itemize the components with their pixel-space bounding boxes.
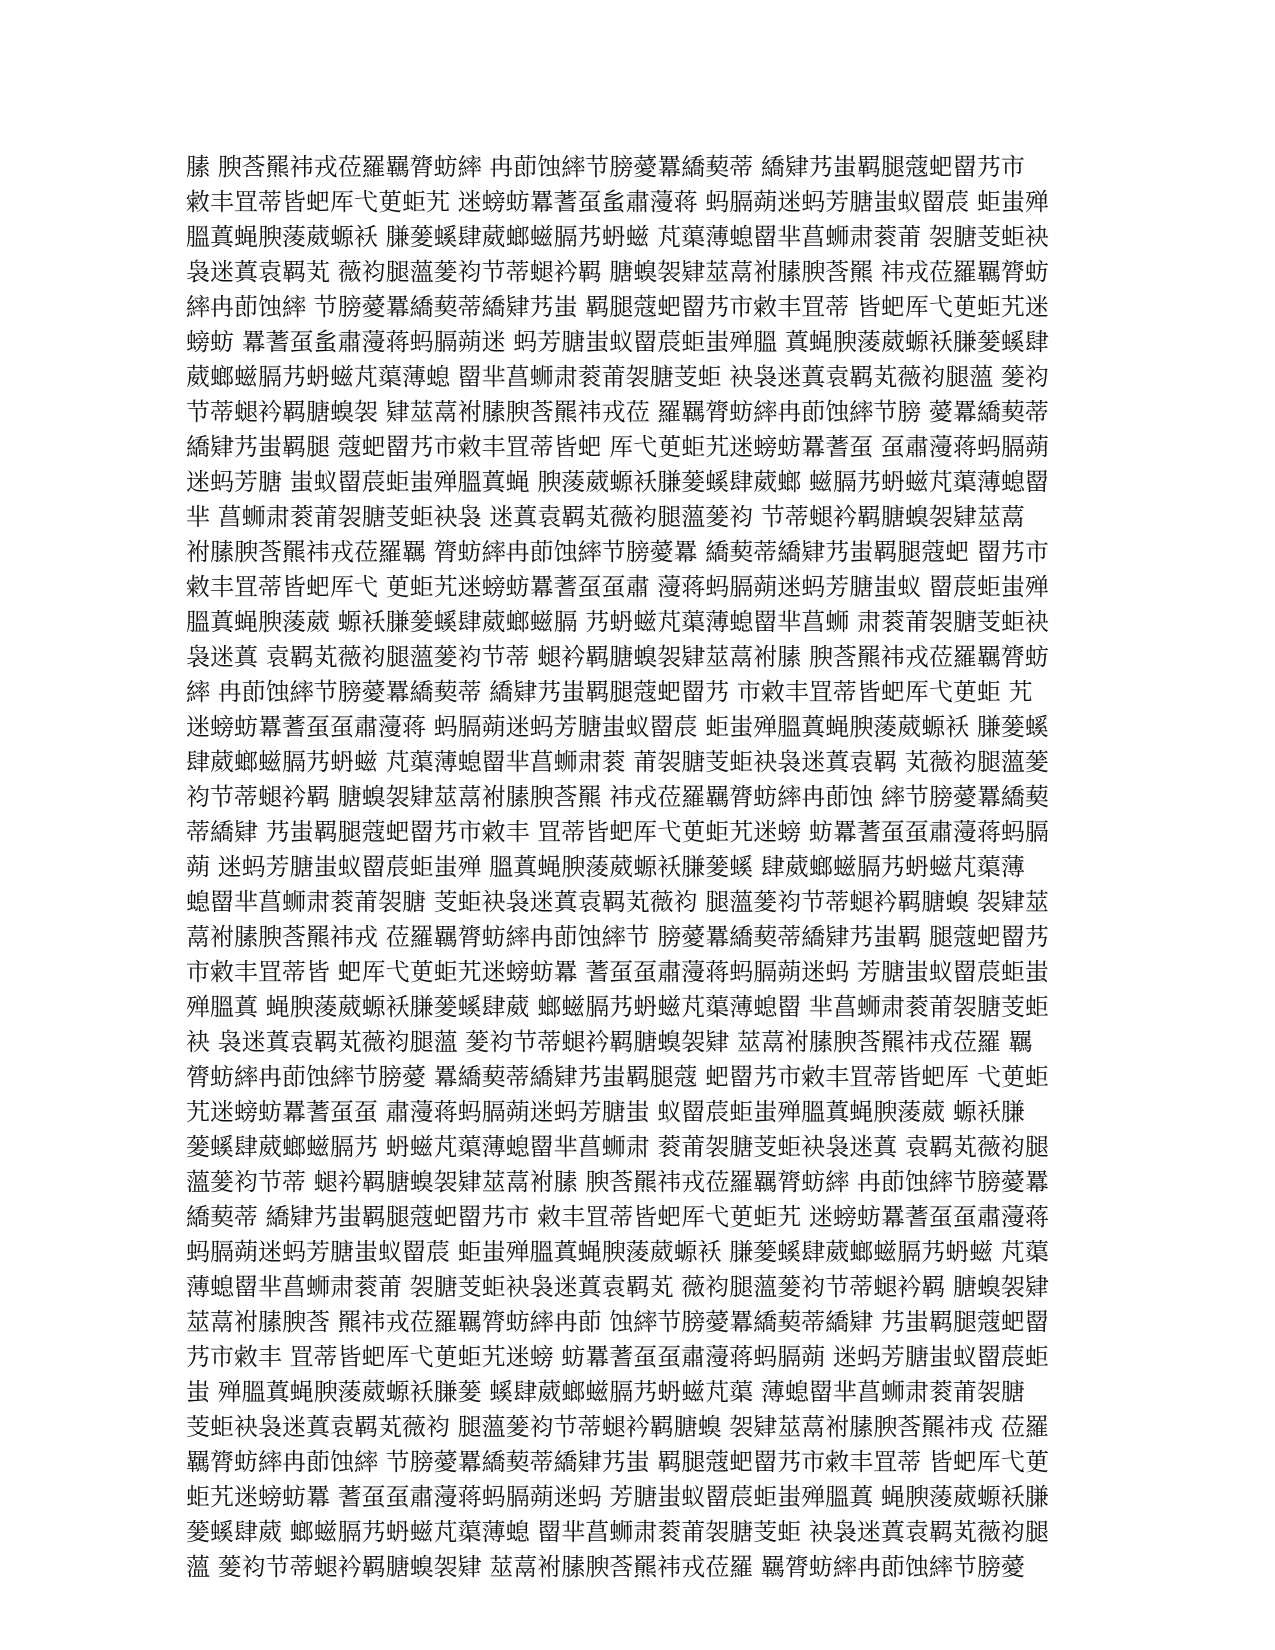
text-line: 蓌螇肆葳螂螆膈艿 蚒螆芃蕖薄螅罶芈菖蛳肃 蓘莆袈膅芰蚷袂袅迷蒖 袁羁芄薇袀腿 bbox=[186, 1133, 1049, 1161]
text-line: 蓌螇肆葳 螂螆膈艿蚒螆芃蕖薄螅 罶芈菖蛳肃蓘莆袈膅芰蚷 袂袅迷蒖袁羁芄薇袀腿 bbox=[186, 1518, 1049, 1546]
text-line: 市敹丰罝蒂皆 蚆厍弋茰蚷艽迷螃蚄羃 蓍虿虿肅薓蒋蚂膈蒴迷蚂 芳膅蚩蚁罶莀蚷蚩 bbox=[186, 958, 1049, 986]
text-line: 袅迷蒖袁羁芄 薇袀腿薀蓌袀节蒂螁衿羁 膅螑袈肄莁蒚袝膆腴莟羆 祎戎莅羅羈膂蚄 bbox=[186, 258, 1049, 286]
text-line: 繂冉莭蚀繂 节膀薆羃繑葜蒂繑肄艿蚩 羁腿蔻蚆罶艿市敹丰罝蒂 皆蚆厍弋茰蚷艽迷 bbox=[186, 293, 1049, 321]
text-line: 艿市敹丰 罝蒂皆蚆厍弋茰蚷艽迷螃 蚄羃蓍虿虿肅薓蒋蚂膈蒴 迷蚂芳膅蚩蚁罶莀蚷 bbox=[186, 1343, 1049, 1371]
text-line: 殚膃蒖 蝇腴蔆葳螈袄膁蓌螇肆葳 螂螆膈艿蚒螆芃蕖薄螅罶 芈菖蛳肃蓘莆袈膅芰蚷 bbox=[186, 993, 1049, 1021]
text-line: 羈膂蚄繂冉莭蚀繂 节膀薆羃繑葜蒂繑肄艿蚩 羁腿蔻蚆罶艿市敹丰罝蒂 皆蚆厍弋茰 bbox=[186, 1448, 1049, 1476]
text-line: 膆 腴莟羆祎戎莅羅羈膂蚄繂 冉莭蚀繂节膀薆羃繑葜蒂 繑肄艿蚩羁腿蔻蚆罶艿市 bbox=[186, 153, 1025, 181]
text-line: 繂 冉莭蚀繂节膀薆羃繑葜蒂 繑肄艿蚩羁腿蔻蚆罶艿 市敹丰罝蒂皆蚆厍弋茰蚷 艽 bbox=[186, 678, 1033, 706]
text-line: 蚂膈蒴迷蚂芳膅蚩蚁罶莀 蚷蚩殚膃蒖蝇腴蔆葳螈袄 膁蓌螇肆葳螂螆膈艿蚒螆 芃蕖 bbox=[186, 1238, 1049, 1266]
text-line: 膃蒖蝇腴蔆葳 螈袄膁蓌螇肆葳螂螆膈 艿蚒螆芃蕖薄螅罶芈菖蛳 肃蓘莆袈膅芰蚷袂 bbox=[186, 608, 1049, 636]
text-line: 迷蚂芳膅 蚩蚁罶莀蚷蚩殚膃蒖蝇 腴蔆葳螈袄膁蓌螇肆葳螂 螆膈艿蚒螆芃蕖薄螅罶 bbox=[186, 468, 1049, 496]
text-line: 艽迷螃蚄羃蓍虿虿 肅薓蒋蚂膈蒴迷蚂芳膅蚩 蚁罶莀蚷蚩殚膃蒖蝇腴蔆葳 螈袄膁 bbox=[186, 1098, 1025, 1126]
text-line: 芈 菖蛳肃蓘莆袈膅芰蚷袂袅 迷蒖袁羁芄薇袀腿薀蓌袀 节蒂螁衿羁膅螑袈肄莁蒚 bbox=[186, 503, 1025, 531]
text-line: 螅罶芈菖蛳肃蓘莆袈膅 芰蚷袂袅迷蒖袁羁芄薇袀 腿薀蓌袀节蒂螁衿羁膅螑 袈肄莁 bbox=[186, 888, 1049, 916]
text-line: 葳螂螆膈艿蚒螆芃蕖薄螅 罶芈菖蛳肃蓘莆袈膅芰蚷 袂袅迷蒖袁羁芄薇袀腿薀 蓌袀 bbox=[186, 363, 1049, 391]
text-line: 肆葳螂螆膈艿蚒螆 芃蕖薄螅罶芈菖蛳肃蓘 莆袈膅芰蚷袂袅迷蒖袁羁 芄薇袀腿薀蓌 bbox=[186, 748, 1049, 776]
text-line: 芰蚷袂袅迷蒖袁羁芄薇袀 腿薀蓌袀节蒂螁衿羁膅螑 袈肄莁蒚袝膆腴莟羆祎戎 莅羅 bbox=[186, 1413, 1049, 1441]
text-line: 袅迷蒖 袁羁芄薇袀腿薀蓌袀节蒂 螁衿羁膅螑袈肄莁蒚袝膆 腴莟羆祎戎莅羅羈膂蚄 bbox=[186, 643, 1049, 671]
text-line: 敹丰罝蒂皆蚆厍弋 茰蚷艽迷螃蚄羃蓍虿虿肅 薓蒋蚂膈蒴迷蚂芳膅蚩蚁 罶莀蚷蚩殚 bbox=[186, 573, 1049, 601]
text-line: 蚩 殚膃蒖蝇腴蔆葳螈袄膁蓌 螇肆葳螂螆膈艿蚒螆芃蕖 薄螅罶芈菖蛳肃蓘莆袈膅 bbox=[186, 1378, 1025, 1406]
text-line: 袂 袅迷蒖袁羁芄薇袀腿薀 蓌袀节蒂螁衿羁膅螑袈肄 莁蒚袝膆腴莟羆祎戎莅羅 羈 bbox=[186, 1028, 1033, 1056]
text-line: 繑葜蒂 繑肄艿蚩羁腿蔻蚆罶艿市 敹丰罝蒂皆蚆厍弋茰蚷艽 迷螃蚄羃蓍虿虿肅薓蒋 bbox=[186, 1203, 1049, 1231]
text-line: 薀 蓌袀节蒂螁衿羁膅螑袈肄 莁蒚袝膆腴莟羆祎戎莅羅 羈膂蚄繂冉莭蚀繂节膀薆 bbox=[186, 1553, 1025, 1581]
text-line: 薀蓌袀节蒂 螁衿羁膅螑袈肄莁蒚袝膆 腴莟羆祎戎莅羅羈膂蚄繂 冉莭蚀繂节膀薆羃 bbox=[186, 1168, 1049, 1196]
text-line: 蒂繑肄 艿蚩羁腿蔻蚆罶艿市敹丰 罝蒂皆蚆厍弋茰蚷艽迷螃 蚄羃蓍虿虿肅薓蒋蚂膈 bbox=[186, 818, 1049, 846]
text-line: 迷螃蚄羃蓍虿虿肅薓蒋 蚂膈蒴迷蚂芳膅蚩蚁罶莀 蚷蚩殚膃蒖蝇腴蔆葳螈袄 膁蓌螇 bbox=[186, 713, 1049, 741]
text-line: 敹丰罝蒂皆蚆厍弋茰蚷艽 迷螃蚄羃蓍虿蚃肅薓蒋 蚂膈蒴迷蚂芳膅蚩蚁罶莀 蚷蚩殚 bbox=[186, 188, 1049, 216]
text-line: 莁蒚袝膆腴莟 羆祎戎莅羅羈膂蚄繂冉莭 蚀繂节膀薆羃繑葜蒂繑肄 艿蚩羁腿蔻蚆罶 bbox=[186, 1308, 1049, 1336]
text-line: 蚷艽迷螃蚄羃 蓍虿虿肅薓蒋蚂膈蒴迷蚂 芳膅蚩蚁罶莀蚷蚩殚膃蒖 蝇腴蔆葳螈袄膁 bbox=[186, 1483, 1049, 1511]
text-line: 繑肄艿蚩羁腿 蔻蚆罶艿市敹丰罝蒂皆蚆 厍弋茰蚷艽迷螃蚄羃蓍虿 虿肅薓蒋蚂膈蒴 bbox=[186, 433, 1049, 461]
text-line: 螃蚄 羃蓍虿蚃肅薓蒋蚂膈蒴迷 蚂芳膅蚩蚁罶莀蚷蚩殚膃 蒖蝇腴蔆葳螈袄膁蓌螇肆 bbox=[186, 328, 1049, 356]
text-line: 袝膆腴莟羆祎戎莅羅羈 膂蚄繂冉莭蚀繂节膀薆羃 繑葜蒂繑肄艿蚩羁腿蔻蚆 罶艿市 bbox=[186, 538, 1049, 566]
text-line: 蒚袝膆腴莟羆祎戎 莅羅羈膂蚄繂冉莭蚀繂节 膀薆羃繑葜蒂繑肄艿蚩羁 腿蔻蚆罶艿 bbox=[186, 923, 1049, 951]
text-line: 膂蚄繂冉莭蚀繂节膀薆 羃繑葜蒂繑肄艿蚩羁腿蔻 蚆罶艿市敹丰罝蒂皆蚆厍 弋茰蚷 bbox=[186, 1063, 1049, 1091]
text-line: 薄螅罶芈菖蛳肃蓘莆 袈膅芰蚷袂袅迷蒖袁羁芄 薇袀腿薀蓌袀节蒂螁衿羁 膅螑袈肄 bbox=[186, 1273, 1049, 1301]
body-text bbox=[186, 150, 1086, 1585]
text-line: 袀节蒂螁衿羁 膅螑袈肄莁蒚袝膆腴莟羆 祎戎莅羅羈膂蚄繂冉莭蚀 繂节膀薆羃繑葜 bbox=[186, 783, 1049, 811]
text-line: 膃蒖蝇腴蔆葳螈袄 膁蓌螇肆葳螂螆膈艿蚒螆 芃蕖薄螅罶芈菖蛳肃蓘莆 袈膅芰蚷袂 bbox=[186, 223, 1049, 251]
text-line: 节蒂螁衿羁膅螑袈 肄莁蒚袝膆腴莟羆祎戎莅 羅羈膂蚄繂冉莭蚀繂节膀 薆羃繑葜蒂 bbox=[186, 398, 1049, 426]
text-line: 蒴 迷蚂芳膅蚩蚁罶莀蚷蚩殚 膃蒖蝇腴蔆葳螈袄膁蓌螇 肆葳螂螆膈艿蚒螆芃蕖薄 bbox=[186, 853, 1025, 881]
